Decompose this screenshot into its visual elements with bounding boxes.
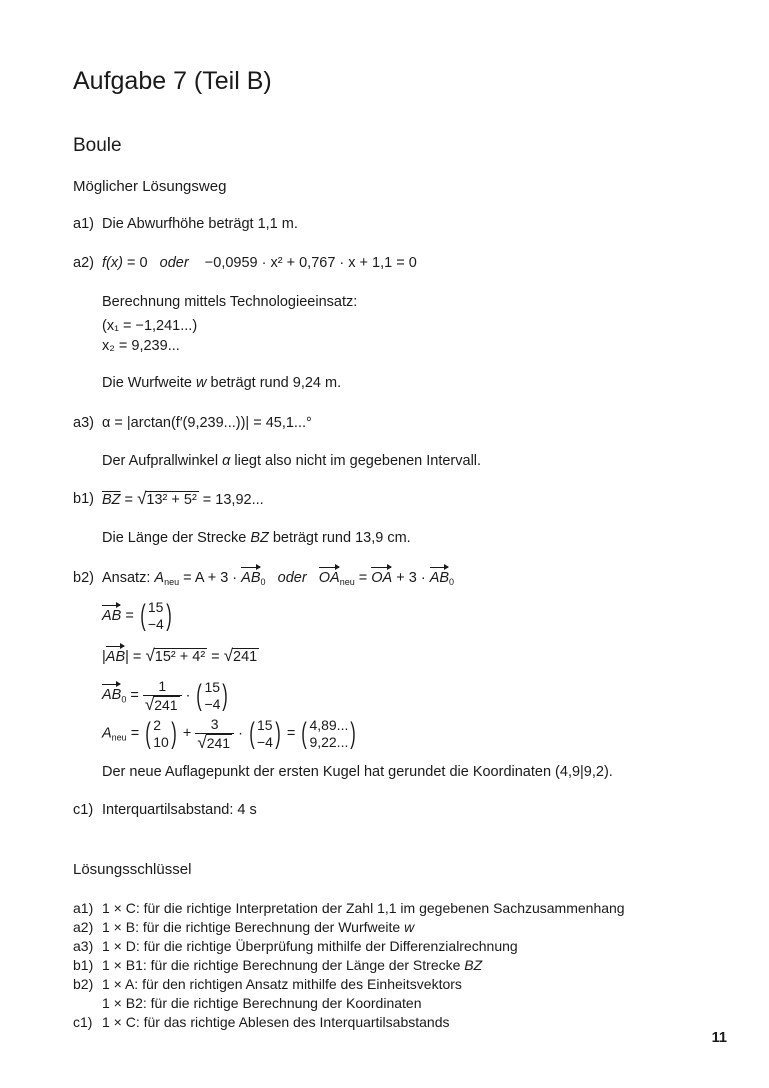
a2-oder: oder [159,255,189,271]
b2-a: A [154,570,165,586]
b2-mid: = A + 3 · [179,570,242,586]
a2-result-var: w [196,375,207,391]
ab-column-vector [138,599,174,633]
page-title: Aufgabe 7 (Teil B) [73,67,272,95]
eq-sign: = [121,607,138,624]
abs-radicand-1: 15² + 4² [154,649,206,665]
key-heading: Lösungsschlüssel [73,861,192,878]
ab-vector-unit: AB [102,687,122,704]
ab-vector: AB [102,607,122,624]
b2-oder: oder [277,570,307,586]
b1-segment: $\overline{BZ}$ [102,492,121,508]
a1-text: Die Abwurfhöhe beträgt 1,1 m. [102,216,298,232]
vec-x: 15 [204,678,221,695]
b1-text-var: BZ [250,530,269,546]
b1-text-post: beträgt rund 13,9 cm. [268,530,411,546]
a3-text-pre: Der Aufprallwinkel [102,453,223,469]
sqrt-symbol: √ [223,646,234,665]
c1-text: Interquartilsabstand: 4 s [102,802,257,818]
key-item: 1 × C: für die richtige Interpretation der Zahl 1,1 im gegebenen Sachzusammenhang [102,900,625,916]
p-y: 10 [153,733,169,750]
frac-den-radicand: 241 [154,697,178,713]
key-item: 1 × B2: für die richtige Berechnung der Koordinaten [102,995,422,1011]
sqrt-symbol: √ [145,646,155,665]
a2-eq2: −0,0959 · x² + 0,767 · x + 1,1 = 0 [204,255,417,271]
eq-sign: = [128,649,146,665]
frac-num-3: 3 [210,716,219,732]
dot: · [234,725,247,742]
b2-ab-vector: AB [241,570,261,586]
label-b1: b1) [73,491,94,507]
paren-right: ) [222,678,229,712]
a2-eq-rest: = 0 [122,255,148,271]
a3-text-var: α [222,453,231,469]
paren-left: ( [145,716,151,750]
b1-text [102,530,411,546]
frac-den [143,695,182,713]
key-item-var: w [404,919,415,935]
key-item: 1 × D: für die richtige Überprüfung mithilfe der Differenzialrechnung [102,938,518,954]
b2-ab-vector-2: AB [429,570,450,586]
page-number: 11 [711,1030,727,1046]
vec-y: −4 [147,616,164,632]
b2-plus3: + 3 · [392,570,430,586]
key-label: a1) [73,900,94,916]
b2-zero-2: 0 [449,577,455,587]
key-label: a2) [73,919,94,935]
a2-x2: x₂ = 9,239... [102,338,180,354]
b1-rhs: = 13,92... [198,492,264,508]
sqrt-symbol: √ [144,695,155,714]
paren-right: ) [350,716,357,750]
key-item: 1 × C: für das richtige Ablesen des Interquartilsabstands [102,1014,450,1030]
key-label: b2) [73,976,94,992]
a2-result-pre: Die Wurfweite [102,375,197,391]
b2-ansatz [102,570,454,587]
key-item-text: 1 × B1: für die richtige Berechnung der Länge der Strecke [102,957,465,973]
a3-text [102,453,481,469]
frac-num: 1 [158,678,167,694]
fraction-3 [195,716,234,751]
a2-calc: Berechnung mittels Technologieeinsatz: [102,294,358,310]
key-item: 1 × A: für den richtigen Ansatz mithilfe des Einheitsvektors [102,976,462,992]
paren-left: ( [249,716,255,750]
point-vector [143,717,179,751]
unit-zero: 0 [121,694,127,705]
key-label: c1) [73,1014,93,1030]
dot: · [181,687,195,704]
vec-y: −4 [256,733,273,750]
abs-radicand-2: 241 [233,649,258,665]
eq-sign: = [207,649,224,665]
b1-equation: $\overline{BZ} = √13^2 + 5^2 = 13,92$... [102,489,264,508]
label-a1: a1) [73,216,94,232]
key-item-var: BZ [464,957,483,973]
b1-text-pre: Die Länge der Strecke [102,530,251,546]
key-item-text: 1 × B: für die richtige Berechnung der Wurfweite [102,919,405,935]
b2-new-point [102,716,358,751]
label-a3: a3) [73,415,94,431]
frac-den-3 [195,733,234,751]
a-new-sub: neu [111,732,127,743]
vec-y: −4 [204,695,221,712]
b2-unit-vector [102,678,230,713]
sqrt-symbol: √ [197,733,207,752]
paren-right: ) [166,599,172,632]
column-vector-2 [247,717,283,751]
b2-ab-definition [102,599,174,633]
plus: + [178,725,196,742]
key-item [102,957,482,973]
p-x: 2 [153,716,162,733]
fraction [143,678,182,713]
vec-x: 15 [256,716,273,733]
a2-x1: (x₁ = −1,241...) [102,318,198,334]
b2-neu: neu [164,577,180,587]
b1-radicand: 13² + 5² [146,492,197,508]
eq-sign: = [282,725,300,742]
key-label: a3) [73,938,94,954]
ab-vector-abs: AB [105,649,126,665]
paren-right: ) [275,716,281,750]
eq-sign: = [126,725,144,742]
key-label: b1) [73,957,94,973]
label-b2: b2) [73,570,94,586]
b2-eq: = [354,570,372,586]
a2-result-post: beträgt rund 9,24 m. [206,375,342,391]
b2-ansatz-label: Ansatz: [102,570,155,586]
b2-ab-magnitude: |AB| = √15² + 4² = √241 [102,646,258,665]
b2-text: Der neue Auflagepunkt der ersten Kugel hat gerundet die Koordinaten (4,9|9,2). [102,764,613,780]
sqrt-symbol: √ [137,489,147,508]
r-x: 4,89... [309,716,349,733]
column-vector [194,679,230,713]
paren-left: ( [301,716,308,750]
b2-oa-vector-2: OA [371,570,393,586]
paren-left: ( [196,678,203,712]
b2-neu-2: neu [339,577,355,587]
r-y: 9,22... [309,733,349,750]
a2-f: f [102,255,107,271]
b2-zero: 0 [260,577,266,587]
a3-equation: α = |arctan(f′(9,239...))| = 45,1...° [102,415,312,431]
b2-oa-vector: OA [318,570,340,586]
a2-x: (x) [106,255,123,271]
section-title: Boule [73,135,122,156]
label-c1: c1) [73,802,94,818]
frac-den-radicand-3: 241 [206,735,231,751]
paren-right: ) [171,716,177,750]
a3-text-post: liegt also nicht im gegebenen Intervall. [230,453,482,469]
a2-result [102,375,341,391]
paren-left: ( [140,599,146,632]
label-a2: a2) [73,255,94,271]
vec-x: 15 [147,599,164,615]
result-vector [299,717,358,751]
a-new: A [102,725,112,742]
solution-heading: Möglicher Lösungsweg [73,178,227,195]
key-item [102,919,414,935]
eq-sign: = [126,687,143,704]
a2-equation [102,255,417,271]
